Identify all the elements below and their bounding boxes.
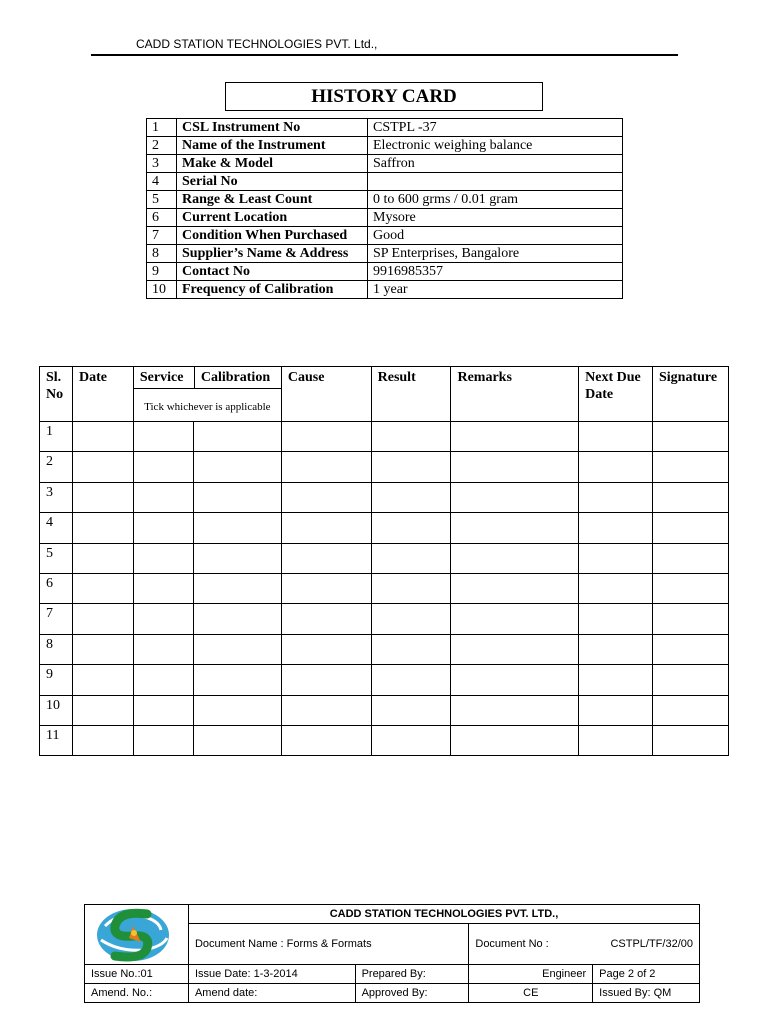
log-cell[interactable] <box>133 543 193 573</box>
log-cell[interactable] <box>652 695 728 725</box>
info-row <box>147 173 623 191</box>
company-logo-icon <box>89 906 173 964</box>
document-footer <box>84 904 700 1003</box>
log-cell[interactable] <box>652 422 728 452</box>
col-sl-no: Sl. No <box>40 367 73 422</box>
log-cell[interactable] <box>72 725 133 755</box>
footer-prepared-by-value: Engineer <box>469 965 593 984</box>
log-cell[interactable] <box>133 422 193 452</box>
log-row <box>40 604 729 634</box>
log-cell[interactable] <box>371 573 451 603</box>
log-cell[interactable] <box>193 665 281 695</box>
log-row <box>40 543 729 573</box>
log-row <box>40 665 729 695</box>
info-row-label: Frequency of Calibration <box>177 281 368 299</box>
info-row <box>147 263 623 281</box>
log-cell[interactable] <box>193 452 281 482</box>
log-cell[interactable] <box>579 452 653 482</box>
info-row <box>147 155 623 173</box>
log-cell[interactable] <box>133 482 193 512</box>
log-cell[interactable] <box>193 482 281 512</box>
log-cell[interactable] <box>72 604 133 634</box>
log-cell[interactable] <box>579 422 653 452</box>
log-cell[interactable] <box>451 422 579 452</box>
log-cell[interactable] <box>451 452 579 482</box>
info-row <box>147 209 623 227</box>
log-cell[interactable] <box>72 422 133 452</box>
col-cause: Cause <box>281 367 371 422</box>
log-row <box>40 725 729 755</box>
info-row-label: Serial No <box>177 173 368 191</box>
log-cell[interactable] <box>451 665 579 695</box>
footer-company-name: CADD STATION TECHNOLOGIES PVT. LTD., <box>188 905 699 924</box>
info-row-value: Good <box>368 227 623 245</box>
info-row-label: Range & Least Count <box>177 191 368 209</box>
log-cell[interactable] <box>451 573 579 603</box>
info-row-label: Condition When Purchased <box>177 227 368 245</box>
info-row-number: 9 <box>147 263 177 281</box>
log-row-number: 8 <box>40 634 73 664</box>
log-cell[interactable] <box>652 573 728 603</box>
col-calibration: Calibration <box>194 367 276 388</box>
log-cell[interactable] <box>579 665 653 695</box>
log-cell[interactable] <box>371 482 451 512</box>
log-cell[interactable] <box>579 573 653 603</box>
log-cell[interactable] <box>281 573 371 603</box>
log-cell[interactable] <box>652 665 728 695</box>
info-row <box>147 191 623 209</box>
log-cell[interactable] <box>193 695 281 725</box>
info-row-number: 8 <box>147 245 177 263</box>
log-cell[interactable] <box>451 725 579 755</box>
log-cell[interactable] <box>133 573 193 603</box>
log-row <box>40 452 729 482</box>
footer-issue-no: Issue No.:01 <box>85 965 189 984</box>
log-cell[interactable] <box>652 513 728 543</box>
log-cell[interactable] <box>451 634 579 664</box>
footer-issue-date: Issue Date: 1-3-2014 <box>188 965 355 984</box>
footer-page: Page 2 of 2 <box>593 965 700 984</box>
footer-issued-by: Issued By: QM <box>593 984 700 1003</box>
log-row-number: 4 <box>40 513 73 543</box>
log-row-number: 7 <box>40 604 73 634</box>
info-row-value: CSTPL -37 <box>368 119 623 137</box>
info-row-label: Make & Model <box>177 155 368 173</box>
info-row-value <box>368 173 623 191</box>
log-row-number: 10 <box>40 695 73 725</box>
instrument-info-table <box>146 118 623 299</box>
info-row-label: CSL Instrument No <box>177 119 368 137</box>
footer-approved-by-label: Approved By: <box>355 984 469 1003</box>
footer-amend-no: Amend. No.: <box>85 984 189 1003</box>
log-cell[interactable] <box>652 482 728 512</box>
log-cell[interactable] <box>579 604 653 634</box>
document-no-value: CSTPL/TF/32/00 <box>610 938 693 950</box>
info-row-number: 1 <box>147 119 177 137</box>
log-cell[interactable] <box>371 422 451 452</box>
info-row-value: SP Enterprises, Bangalore <box>368 245 623 263</box>
log-row <box>40 422 729 452</box>
log-cell[interactable] <box>652 452 728 482</box>
log-row <box>40 634 729 664</box>
log-cell[interactable] <box>72 513 133 543</box>
log-row-number: 5 <box>40 543 73 573</box>
log-cell[interactable] <box>652 725 728 755</box>
log-cell[interactable] <box>371 543 451 573</box>
log-cell[interactable] <box>72 665 133 695</box>
log-cell[interactable] <box>72 482 133 512</box>
log-cell[interactable] <box>281 634 371 664</box>
info-row-label: Name of the Instrument <box>177 137 368 155</box>
log-cell[interactable] <box>371 665 451 695</box>
col-next-due-date: Next Due Date <box>579 367 653 422</box>
log-cell[interactable] <box>72 634 133 664</box>
info-row <box>147 119 623 137</box>
log-cell[interactable] <box>281 543 371 573</box>
log-cell[interactable] <box>133 695 193 725</box>
log-cell[interactable] <box>579 695 653 725</box>
document-no-label: Document No : <box>475 938 549 950</box>
log-cell[interactable] <box>72 573 133 603</box>
log-cell[interactable] <box>281 422 371 452</box>
log-cell[interactable] <box>133 604 193 634</box>
log-cell[interactable] <box>451 604 579 634</box>
info-row-label: Contact No <box>177 263 368 281</box>
log-row-number: 9 <box>40 665 73 695</box>
log-row <box>40 695 729 725</box>
info-row-value: 9916985357 <box>368 263 623 281</box>
col-date: Date <box>72 367 133 422</box>
log-cell[interactable] <box>133 513 193 543</box>
log-cell[interactable] <box>281 604 371 634</box>
log-cell[interactable] <box>133 665 193 695</box>
header-company-name: CADD STATION TECHNOLOGIES PVT. Ltd., <box>136 37 378 51</box>
log-cell[interactable] <box>133 452 193 482</box>
footer-document-no <box>469 924 700 965</box>
header-divider <box>91 54 678 56</box>
log-cell[interactable] <box>193 725 281 755</box>
info-row <box>147 281 623 299</box>
log-cell[interactable] <box>371 695 451 725</box>
footer-prepared-by-label: Prepared By: <box>355 965 469 984</box>
footer-document-name: Document Name : Forms & Formats <box>188 924 468 965</box>
log-cell[interactable] <box>579 482 653 512</box>
log-cell[interactable] <box>193 543 281 573</box>
footer-amend-date: Amend date: <box>188 984 355 1003</box>
log-cell[interactable] <box>579 634 653 664</box>
log-cell[interactable] <box>193 604 281 634</box>
log-row-number: 11 <box>40 725 73 755</box>
info-row-value: 1 year <box>368 281 623 299</box>
col-service-calibration <box>133 367 281 422</box>
info-row <box>147 227 623 245</box>
document-title: HISTORY CARD <box>225 82 543 111</box>
log-cell[interactable] <box>371 513 451 543</box>
logo-cell <box>85 905 189 965</box>
tick-note: Tick whichever is applicable <box>144 401 271 413</box>
instrument-info-body <box>147 119 623 299</box>
col-result: Result <box>371 367 451 422</box>
log-row <box>40 573 729 603</box>
log-cell[interactable] <box>371 634 451 664</box>
log-cell[interactable] <box>193 634 281 664</box>
log-cell[interactable] <box>72 543 133 573</box>
history-log-table <box>39 366 729 756</box>
info-row <box>147 245 623 263</box>
log-row-number: 2 <box>40 452 73 482</box>
log-cell[interactable] <box>652 604 728 634</box>
info-row-number: 10 <box>147 281 177 299</box>
info-row-number: 3 <box>147 155 177 173</box>
log-cell[interactable] <box>281 725 371 755</box>
info-row-value: Electronic weighing balance <box>368 137 623 155</box>
log-cell[interactable] <box>652 634 728 664</box>
info-row-label: Supplier’s Name & Address <box>177 245 368 263</box>
info-row-number: 7 <box>147 227 177 245</box>
log-cell[interactable] <box>193 573 281 603</box>
log-cell[interactable] <box>281 452 371 482</box>
log-cell[interactable] <box>451 695 579 725</box>
log-cell[interactable] <box>579 725 653 755</box>
log-row <box>40 513 729 543</box>
log-cell[interactable] <box>281 482 371 512</box>
log-row <box>40 482 729 512</box>
log-cell[interactable] <box>579 543 653 573</box>
log-cell[interactable] <box>451 513 579 543</box>
log-cell[interactable] <box>133 725 193 755</box>
info-row <box>147 137 623 155</box>
log-cell[interactable] <box>371 725 451 755</box>
log-cell[interactable] <box>193 422 281 452</box>
info-row-number: 5 <box>147 191 177 209</box>
col-signature: Signature <box>652 367 728 422</box>
log-cell[interactable] <box>451 543 579 573</box>
log-cell[interactable] <box>371 452 451 482</box>
info-row-label: Current Location <box>177 209 368 227</box>
log-row-number: 1 <box>40 422 73 452</box>
log-cell[interactable] <box>281 695 371 725</box>
col-service: Service <box>139 370 184 385</box>
info-row-value: Saffron <box>368 155 623 173</box>
log-cell[interactable] <box>281 665 371 695</box>
info-row-value: 0 to 600 grms / 0.01 gram <box>368 191 623 209</box>
history-log-body <box>40 422 729 756</box>
log-cell[interactable] <box>281 513 371 543</box>
info-row-value: Mysore <box>368 209 623 227</box>
info-row-number: 4 <box>147 173 177 191</box>
log-cell[interactable] <box>652 543 728 573</box>
log-cell[interactable] <box>133 634 193 664</box>
footer-approved-by-value: CE <box>469 984 593 1003</box>
log-cell[interactable] <box>193 513 281 543</box>
log-cell[interactable] <box>371 604 451 634</box>
log-cell[interactable] <box>451 482 579 512</box>
log-cell[interactable] <box>72 452 133 482</box>
log-row-number: 6 <box>40 573 73 603</box>
log-cell[interactable] <box>579 513 653 543</box>
col-remarks: Remarks <box>451 367 579 422</box>
info-row-number: 2 <box>147 137 177 155</box>
log-row-number: 3 <box>40 482 73 512</box>
log-cell[interactable] <box>72 695 133 725</box>
info-row-number: 6 <box>147 209 177 227</box>
